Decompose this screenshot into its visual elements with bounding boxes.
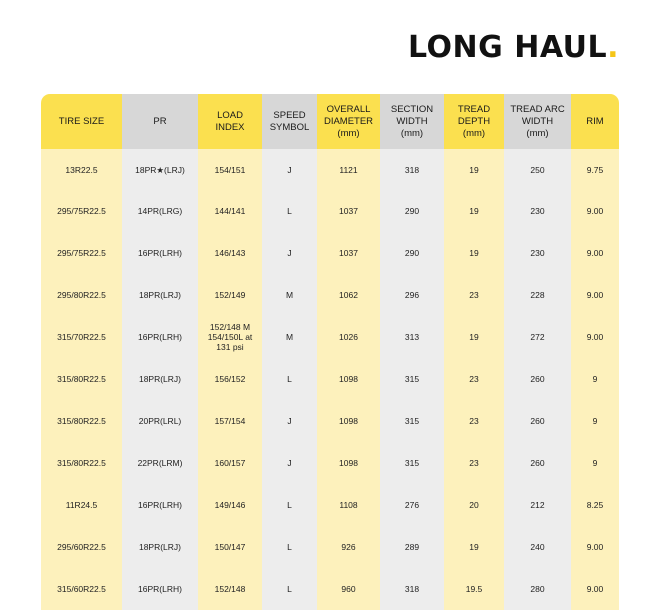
- cell-pr: 16PR(LRH): [122, 316, 198, 358]
- cell-tread-depth: 20: [444, 484, 504, 526]
- cell-overall-diameter: 1108: [317, 484, 380, 526]
- cell-speed-symbol: J: [262, 442, 317, 484]
- cell-tire-size: 295/75R22.5: [41, 232, 122, 274]
- cell-tread-arc-width: 230: [504, 232, 571, 274]
- cell-rim: 9.00: [571, 568, 619, 610]
- cell-load-index: 152/149: [198, 274, 262, 316]
- cell-speed-symbol: J: [262, 400, 317, 442]
- cell-tread-arc-width: 280: [504, 568, 571, 610]
- cell-tread-arc-width: 240: [504, 526, 571, 568]
- cell-tire-size: 13R22.5: [41, 149, 122, 190]
- table-row: [41, 442, 619, 484]
- table-row: [41, 358, 619, 400]
- cell-tread-arc-width: 272: [504, 316, 571, 358]
- cell-tread-arc-width: 230: [504, 190, 571, 232]
- cell-section-width: 289: [380, 526, 444, 568]
- cell-overall-diameter: 1062: [317, 274, 380, 316]
- cell-tire-size: 315/60R22.5: [41, 568, 122, 610]
- cell-overall-diameter: 1098: [317, 358, 380, 400]
- column-header-load-index: LOAD INDEX: [198, 94, 262, 149]
- cell-pr: 18PR(LRJ): [122, 274, 198, 316]
- cell-tread-arc-width: 212: [504, 484, 571, 526]
- cell-rim: 9.00: [571, 232, 619, 274]
- cell-tread-depth: 19: [444, 526, 504, 568]
- cell-tire-size: 315/80R22.5: [41, 442, 122, 484]
- cell-tread-depth: 19: [444, 232, 504, 274]
- cell-rim: 9.00: [571, 190, 619, 232]
- cell-speed-symbol: L: [262, 484, 317, 526]
- cell-rim: 9.00: [571, 274, 619, 316]
- cell-tire-size: 315/70R22.5: [41, 316, 122, 358]
- cell-tread-depth: 23: [444, 442, 504, 484]
- brand-title: LONG HAUL: [408, 30, 608, 65]
- cell-section-width: 313: [380, 316, 444, 358]
- cell-overall-diameter: 1037: [317, 190, 380, 232]
- cell-load-index: 150/147: [198, 526, 262, 568]
- cell-load-index: 152/148: [198, 568, 262, 610]
- cell-tire-size: 315/80R22.5: [41, 400, 122, 442]
- table-row: [41, 232, 619, 274]
- cell-rim: 9.00: [571, 316, 619, 358]
- cell-rim: 9.75: [571, 149, 619, 190]
- column-header-tread-depth: TREAD DEPTH (mm): [444, 94, 504, 149]
- cell-tread-depth: 23: [444, 400, 504, 442]
- cell-pr: 16PR(LRH): [122, 232, 198, 274]
- cell-speed-symbol: J: [262, 232, 317, 274]
- cell-overall-diameter: 1098: [317, 400, 380, 442]
- cell-load-index: 156/152: [198, 358, 262, 400]
- cell-overall-diameter: 960: [317, 568, 380, 610]
- cell-overall-diameter: 1026: [317, 316, 380, 358]
- column-header-tire-size: TIRE SIZE: [41, 94, 122, 149]
- cell-tread-depth: 19: [444, 149, 504, 190]
- cell-overall-diameter: 926: [317, 526, 380, 568]
- cell-tread-arc-width: 260: [504, 442, 571, 484]
- cell-speed-symbol: L: [262, 358, 317, 400]
- table-row: [41, 190, 619, 232]
- cell-pr: 20PR(LRL): [122, 400, 198, 442]
- column-header-pr: PR: [122, 94, 198, 149]
- cell-speed-symbol: M: [262, 316, 317, 358]
- cell-tread-depth: 19.5: [444, 568, 504, 610]
- cell-tread-depth: 23: [444, 358, 504, 400]
- column-header-section-width: SECTION WIDTH (mm): [380, 94, 444, 149]
- cell-speed-symbol: L: [262, 190, 317, 232]
- cell-load-index: 149/146: [198, 484, 262, 526]
- table-row: [41, 568, 619, 610]
- cell-tire-size: 295/60R22.5: [41, 526, 122, 568]
- cell-overall-diameter: 1121: [317, 149, 380, 190]
- table-header-row: [41, 94, 619, 149]
- cell-pr: 18PR(LRJ): [122, 526, 198, 568]
- column-header-overall-diameter: OVERALL DIAMETER (mm): [317, 94, 380, 149]
- cell-section-width: 315: [380, 358, 444, 400]
- cell-tread-depth: 19: [444, 316, 504, 358]
- column-header-rim: RIM: [571, 94, 619, 149]
- cell-tread-depth: 19: [444, 190, 504, 232]
- cell-load-index: 144/141: [198, 190, 262, 232]
- cell-tire-size: 295/80R22.5: [41, 274, 122, 316]
- cell-load-index: 154/151: [198, 149, 262, 190]
- cell-pr: 14PR(LRG): [122, 190, 198, 232]
- cell-tread-depth: 23: [444, 274, 504, 316]
- table-body: [41, 149, 619, 610]
- table-row: [41, 149, 619, 190]
- cell-section-width: 315: [380, 400, 444, 442]
- cell-rim: 9.00: [571, 526, 619, 568]
- cell-section-width: 296: [380, 274, 444, 316]
- cell-pr: 22PR(LRM): [122, 442, 198, 484]
- cell-tread-arc-width: 260: [504, 400, 571, 442]
- cell-load-index: 152/148 M 154/150L at 131 psi: [198, 316, 262, 358]
- cell-rim: 9: [571, 400, 619, 442]
- cell-overall-diameter: 1037: [317, 232, 380, 274]
- table-row: [41, 526, 619, 568]
- cell-load-index: 157/154: [198, 400, 262, 442]
- cell-load-index: 146/143: [198, 232, 262, 274]
- cell-rim: 8.25: [571, 484, 619, 526]
- cell-pr: 18PR★(LRJ): [122, 149, 198, 190]
- cell-pr: 16PR(LRH): [122, 484, 198, 526]
- column-header-tread-arc-width: TREAD ARC WIDTH (mm): [504, 94, 571, 149]
- cell-speed-symbol: J: [262, 149, 317, 190]
- table-row: [41, 484, 619, 526]
- cell-tire-size: 295/75R22.5: [41, 190, 122, 232]
- cell-speed-symbol: L: [262, 526, 317, 568]
- table-row: [41, 274, 619, 316]
- brand-dot: .: [607, 30, 620, 65]
- cell-section-width: 318: [380, 568, 444, 610]
- tire-spec-table-container: [41, 94, 619, 614]
- cell-tread-arc-width: 260: [504, 358, 571, 400]
- cell-rim: 9: [571, 358, 619, 400]
- table-row: [41, 316, 619, 358]
- cell-overall-diameter: 1098: [317, 442, 380, 484]
- cell-tire-size: 315/80R22.5: [41, 358, 122, 400]
- cell-section-width: 290: [380, 190, 444, 232]
- cell-pr: 18PR(LRJ): [122, 358, 198, 400]
- column-header-speed-symbol: SPEED SYMBOL: [262, 94, 317, 149]
- cell-section-width: 290: [380, 232, 444, 274]
- cell-tire-size: 11R24.5: [41, 484, 122, 526]
- table-row: [41, 400, 619, 442]
- cell-tread-arc-width: 250: [504, 149, 571, 190]
- cell-rim: 9: [571, 442, 619, 484]
- cell-speed-symbol: L: [262, 568, 317, 610]
- brand-logo: [408, 30, 619, 65]
- cell-section-width: 276: [380, 484, 444, 526]
- cell-load-index: 160/157: [198, 442, 262, 484]
- cell-speed-symbol: M: [262, 274, 317, 316]
- tire-spec-table: [41, 94, 619, 610]
- cell-pr: 16PR(LRH): [122, 568, 198, 610]
- cell-tread-arc-width: 228: [504, 274, 571, 316]
- cell-section-width: 318: [380, 149, 444, 190]
- cell-section-width: 315: [380, 442, 444, 484]
